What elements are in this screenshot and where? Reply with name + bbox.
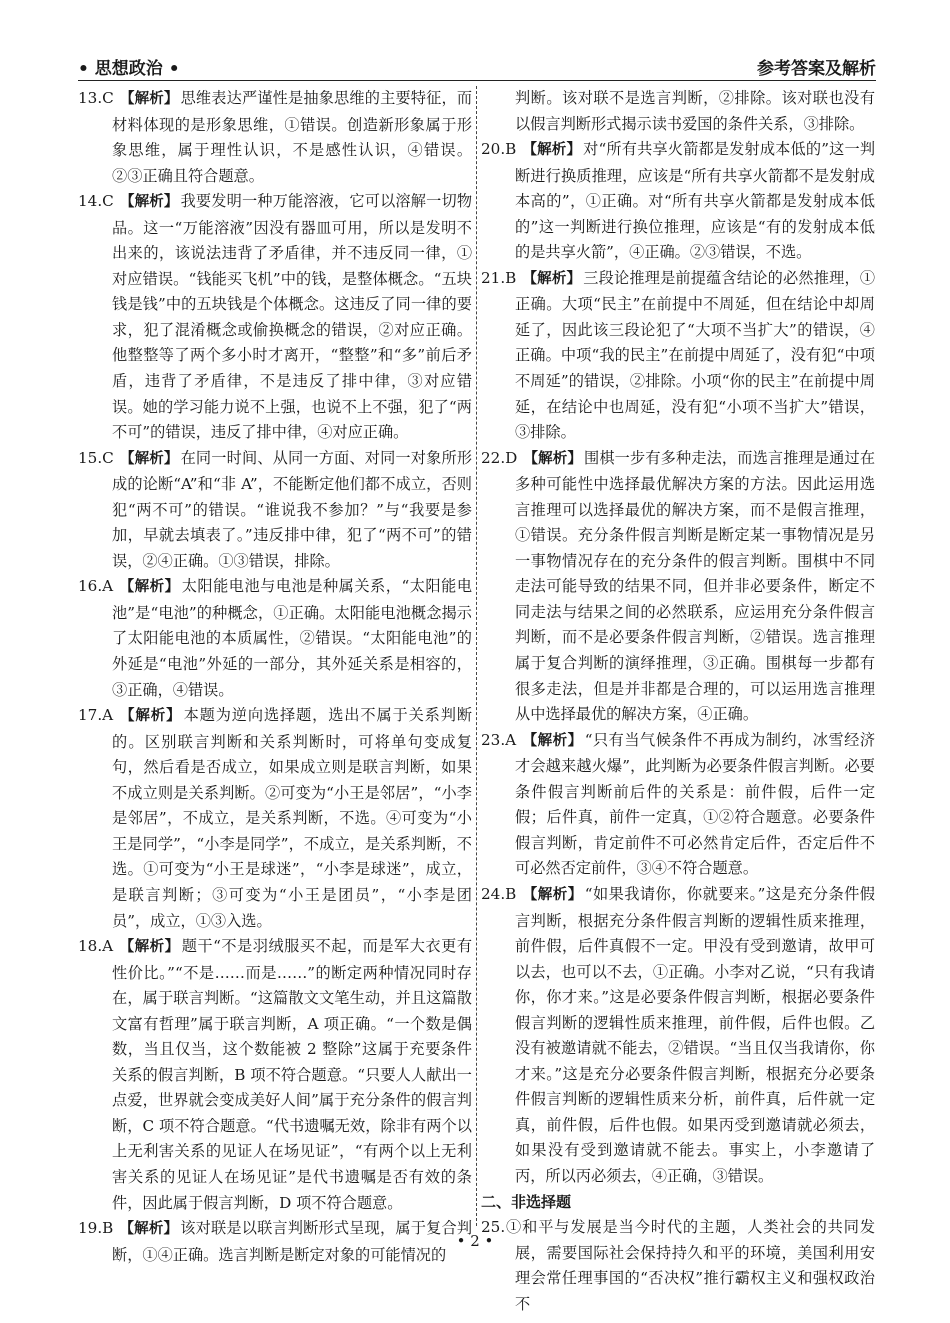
answer-item-21: 21.B 【解析】 三段论推理是前提蕴含结论的必然推理，①正确。大项“民主”在前提中不周延，但在结论中却周延了，因此该三段论犯了“大项不当扩大”的错误，④正确。中项“我的民主”在前提中周延了，没有犯“中项不周延”的错误，②排除。小项“你的民主”在前提中周延，在结论中也周延，没有犯“小项不当扩大”错误，③排除。 [481,268,876,442]
answer-item-20: 20.B 【解析】 对“所有共享火箭都是发射成本低的”这一判断进行换质推理，应该是“所有共享火箭都不是发射成本高的”，①正确。对“所有共享火箭都是发射成本低的”这一判断进行换位推理，应该是“有的发射成本低的是共享火箭”，④正确。②③错误，不选。 [481,140,876,262]
answer-item-19: 19.B 【解析】 该对联是以联言判断形式呈现，属于复合判断，①④正确。选言判断是断定对象的可能情况的 [78,1219,473,1264]
answer-item-18: 18.A 【解析】 题干“不是羽绒服买不起，而是军大衣更有性价比。”“不是……而是……”的断定两种情况同时存在，属于联言判断。“这篇散文文笔生动，并且这篇散文富有哲理”属于联言判断，A 项正确。“一个数是偶数，当且仅当，这个数能被 2 整除”这属于充要条件关系的假言判断，B 项不符合题意。“只要人人献出一点爱，世界就会变成美好人间”属于充分条件的假言判断，C 项不符合题意。“代书遗嘱无效，除非有两个以上无利害关系的见证人在场见证”，“有两个以上无利害关系的见证人在场见证”是代书遗嘱是否有效的条件，因此属于假言判断，D 项不符合题意。 [78,937,473,1212]
answer-item-24: 24.B 【解析】 “如果我请你，你就要来。”这是充分条件假言判断，根据充分条件假言判断的逻辑性质来推理，前件假，后件真假不一定。甲没有受到邀请，故甲可以去，也可以不去，①正确。小李对乙说，“只有我请你，你才来。”这是必要条件假言判断，根据必要条件假言判断的逻辑性质来推理，前件假，后件也假。乙没有被邀请就不能去，②错误。“当且仅当我请你，你才来。”这是充分必要条件假言判断，根据充分必要条件假言判断的逻辑性质来分析，前件真，后件就一定真，前件假，后件也假。如果丙受到邀请就必须去，如果没有受到邀请就不能去。事实上，小李邀请了丙，所以丙必须去，④正确，③错误。 [481,884,875,1185]
answer-item-13: 13.C 【解析】 思维表达严谨性是抽象思维的主要特征，而材料体现的是形象思维，①错误。创造新形象属于形象思维，属于理性认识，不是感性认识，④错误。②③正确且符合题意。 [78,89,473,185]
page-header [78,50,876,81]
subject-label: • 思想政治 • [78,59,180,79]
header-title: 参考答案及解析 [757,59,876,79]
answer-item-14: 14.C 【解析】 我要发明一种万能溶液，它可以溶解一切物品。这一“万能溶液”因没有器皿可用，所以是发明不出来的，该说法违背了矛盾律，并不违反同一律，①对应错误。“钱能买飞机”中的钱，是整体概念。“五块钱是钱”中的五块钱是个体概念。这违反了同一律的要求，犯了混淆概念或偷换概念的错误，②对应正确。他整整等了两个多小时才离开，“整整”和“多”前后矛盾，违背了矛盾律，不是违反了排中律，③对应错误。她的学习能力说不上强，也说不上不强，犯了“两不可”的错误，违反了排中律，④对应正确。 [78,192,473,442]
answer-item-19-continued: 判断。该对联不是选言判断，②排除。该对联也没有以假言判断形式揭示读书爱国的条件关系，③排除。 [515,89,875,133]
left-column [78,86,472,1268]
answer-item-25: 25.①和平与发展是当今时代的主题，人类社会的共同发展，需要国际社会保持持久和平的环境，美国利用安理会常任理事国的“否决权”推行霸权主义和强权政治不 [481,1218,875,1313]
answer-item-22: 22.D 【解析】 围棋一步有多种走法，而选言推理是通过在多种可能性中选择最优解决方案的方法。因此运用选言推理可以选择最优的解决方案，而不是假言推理，①错误。充分条件假言判断是断定某一事物情况是另一事物情况存在的充分条件的假言判断。围棋中不同走法可能导致的结果不同，但并非必要条件，断定不同走法与结果之间的必然联系，应运用充分条件假言判断，而不是必要条件假言判断，②错误。选言推理属于复合判断的演绎推理，③正确。围棋每一步都有很多走法，但是并非都是合理的，可以运用选言推理从中选择最优的解决方案，④正确。 [481,448,876,724]
section-title: 二、非选择题 [481,1192,572,1211]
answer-item-16: 16.A 【解析】 太阳能电池与电池是种属关系，“太阳能电池”是“电池”的种概念，①正确。太阳能电池概念揭示了太阳能电池的本质属性，②错误。“太阳能电池”的外延是“电池”外延的一部分，其外延关系是相容的，③正确，④错误。 [78,577,473,699]
page-number: • 2 • [456,1232,494,1250]
answer-item-17: 17.A 【解析】 本题为逆向选择题，选出不属于关系判断的。区别联言判断和关系判断时，可将单句变成复句，然后看是否成立，如果成立则是联言判断，如果不成立则是关系判断。②可变为“小王是邻居”，“小李是邻居”，不成立，是关系判断，不选。④可变为“小王是同学”，“小李是同学”，不成立，是关系判断，不选。①可变为“小王是球迷”，“小李是球迷”，成立，是联言判断；③可变为“小王是团员”，“小李是团员”，成立，①③入选。 [78,706,473,930]
column-divider [476,86,477,1226]
answer-item-15: 15.C 【解析】 在同一时间、从同一方面、对同一对象所形成的论断“A”和“非 A”，不能断定他们都不成立，否则犯“两不可”的错误。“谁说我不参加？”与“我要是参加，早就去填表了。”违反排中律，犯了“两不可”的错误，②④正确。①③错误，排除。 [78,448,473,570]
right-column [481,86,875,1317]
answer-item-23: 23.A 【解析】 “只有当气候条件不再成为制约，冰雪经济才会越来越火爆”，此判断为必要条件假言判断。必要条件假言判断前后件的关系是：前件假，后件一定假；后件真，前件一定真，①②符合题意。必要条件假言判断，肯定前件不可必然肯定后件，否定后件不可必然否定前件，③④不符合题意。 [481,730,876,878]
